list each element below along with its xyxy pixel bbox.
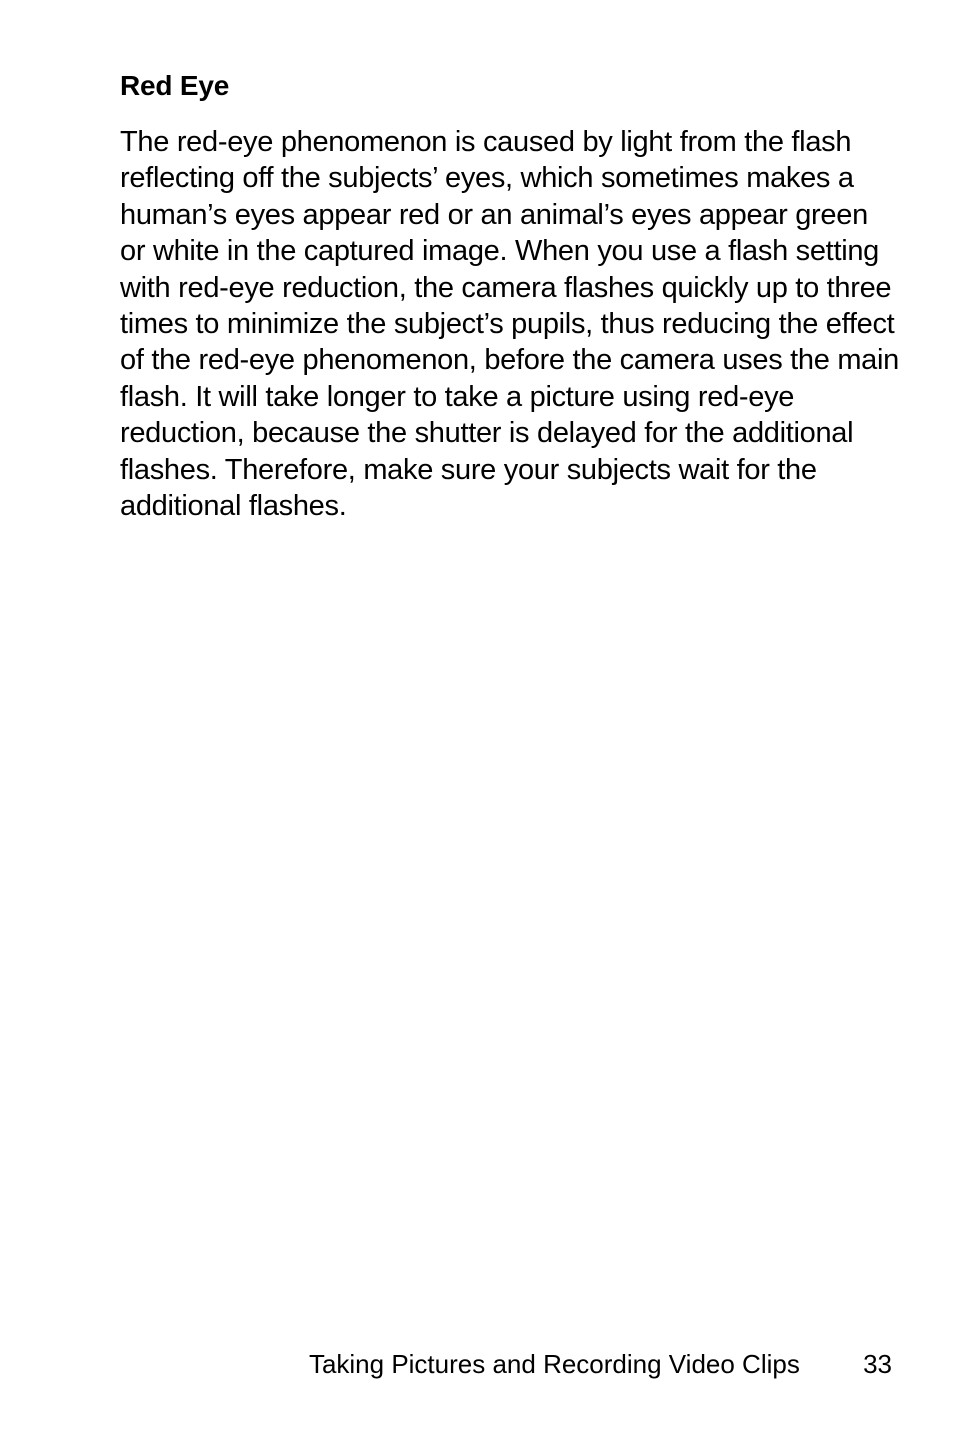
footer-chapter-title: Taking Pictures and Recording Video Clips (308, 1349, 800, 1379)
section-heading: Red Eye (120, 70, 230, 101)
body-line: reduction, because the shutter is delayed for the additional (120, 417, 854, 450)
body-line: with red-eye reduction, the camera flashes quickly up to three (120, 271, 892, 304)
body-line: or white in the captured image. When you use a flash setting (120, 235, 879, 268)
body-line: of the red-eye phenomenon, before the camera uses the main (120, 344, 899, 377)
body-paragraph (120, 124, 900, 524)
page-footer (309, 1346, 892, 1382)
body-line: The red-eye phenomenon is caused by light from the flash (120, 126, 852, 158)
body-line: flashes. Therefore, make sure your subjects wait for the (120, 453, 817, 486)
body-line: flash. It will take longer to take a picture using red-eye (120, 380, 795, 413)
body-line: times to minimize the subject’s pupils, thus reducing the effect (120, 308, 895, 341)
body-line: additional flashes. (120, 490, 347, 523)
body-line: reflecting off the subjects’ eyes, which sometimes makes a (120, 162, 854, 195)
body-line: human’s eyes appear red or an animal’s eyes appear green (120, 198, 868, 231)
page-number: 33 (863, 1349, 892, 1379)
